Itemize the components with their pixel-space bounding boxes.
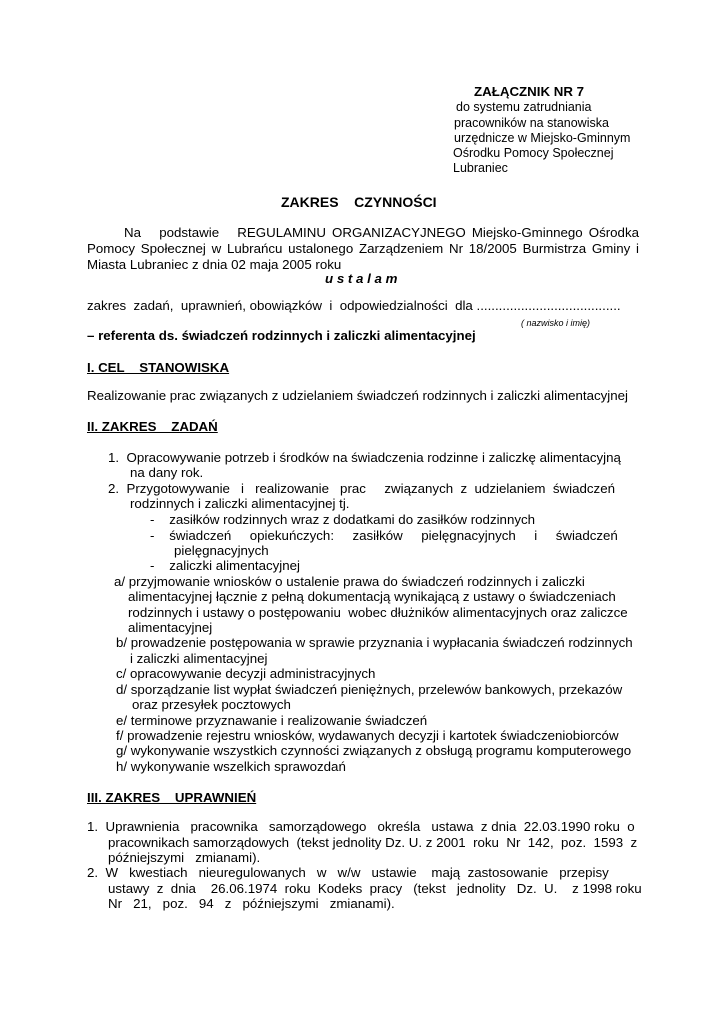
dash-item: - zaliczki alimentacyjnej: [150, 558, 301, 573]
intro-line: Miasta Lubraniec z dnia 02 maja 2005 roku: [87, 257, 342, 272]
scope-line: zakres zadań, uprawnień, obowiązków i odpowiedzialności dla .......................................: [87, 298, 621, 313]
header-line: do systemu zatrudniania: [456, 100, 592, 114]
rights-item: ustawy z dnia 26.06.1974 roku Kodeks pracy (tekst jednolity Dz. U. z 1998 roku: [108, 881, 642, 896]
rights-item: Nr 21, poz. 94 z późniejszymi zmianami).: [108, 896, 395, 911]
dash-item: - zasiłków rodzinnych wraz z dodatkami do zasiłków rodzinnych: [150, 512, 536, 527]
letter-item: c/ opracowywanie decyzji administracyjnych: [116, 666, 376, 681]
task-item: rodzinnych i zaliczki alimentacyjnej tj.: [130, 496, 350, 511]
letter-item: g/ wykonywanie wszystkich czynności związanych z obsługą programu komputerowego: [116, 743, 632, 758]
section-heading: III. ZAKRES UPRAWNIEŃ: [87, 790, 257, 805]
attachment-title: ZAŁĄCZNIK NR 7: [474, 84, 585, 99]
letter-item: e/ terminowe przyznawanie i realizowanie świadczeń: [116, 713, 428, 728]
document-title: ZAKRES CZYNNOŚCI: [281, 194, 437, 210]
letter-item: a/ przyjmowanie wniosków o ustalenie prawa do świadczeń rodzinnych i zaliczki: [114, 574, 585, 589]
letter-item: i zaliczki alimentacyjnej: [130, 651, 268, 666]
letter-item: alimentacyjnej: [128, 620, 213, 635]
name-hint: ( nazwisko i imię): [521, 318, 591, 328]
header-line: pracowników na stanowiska: [454, 116, 609, 130]
letter-item: alimentacyjnej łącznie z pełną dokumentacją wynikającą z ustawy o świadczeniach: [128, 589, 616, 604]
letter-item: rodzinnych i ustawy o postępowaniu wobec dłużników alimentacyjnych oraz zaliczce: [128, 605, 628, 620]
task-item: 1. Opracowywanie potrzeb i środków na świadczenia rodzinne i zaliczkę alimentacyjną: [108, 450, 621, 465]
ustalam-text: u s t a l a m: [325, 271, 398, 286]
letter-item: oraz przesyłek pocztowych: [132, 697, 291, 712]
rights-item: 2. W kwestiach nieuregulowanych w w/w ustawie mają zastosowanie przepisy: [87, 865, 609, 880]
letter-item: b/ prowadzenie postępowania w sprawie przyznania i wypłacania świadczeń rodzinnych: [116, 635, 633, 650]
header-line: Ośrodku Pomocy Społecznej: [453, 146, 614, 160]
section-heading: II. ZAKRES ZADAŃ: [87, 419, 218, 434]
task-item: 2. Przygotowywanie i realizowanie prac związanych z udzielaniem świadczeń: [108, 481, 615, 496]
letter-item: h/ wykonywanie wszelkich sprawozdań: [116, 759, 346, 774]
dash-item: - świadczeń opiekuńczych: zasiłków pielęgnacyjnych i świadczeń: [150, 528, 618, 543]
intro-line: Na podstawie REGULAMINU ORGANIZACYJNEGO Miejsko-Gminnego Ośrodka: [124, 225, 639, 240]
letter-item: f/ prowadzenie rejestru wniosków, wydawanych decyzji i kartotek świadczeniobiorców: [116, 728, 619, 743]
rights-item: pracownikach samorządowych (tekst jednolity Dz. U. z 2001 roku Nr 142, poz. 1593 z: [108, 835, 638, 850]
rights-item: późniejszymi zmianami).: [108, 850, 261, 865]
header-line: Lubraniec: [453, 161, 508, 175]
rights-item: 1. Uprawnienia pracownika samorządowego określa ustawa z dnia 22.03.1990 roku o: [87, 819, 635, 834]
intro-line: Pomocy Społecznej w Lubrańcu ustalonego Zarządzeniem Nr 18/2005 Burmistrza Gminy i: [87, 241, 639, 256]
section-text: Realizowanie prac związanych z udzielaniem świadczeń rodzinnych i zaliczki alimentacyjnej: [87, 388, 628, 403]
dash-item: pielęgnacyjnych: [174, 543, 269, 558]
header-line: urzędnicze w Miejsko-Gminnym: [454, 131, 631, 145]
letter-item: d/ sporządzanie list wypłat świadczeń pieniężnych, przelewów bankowych, przekazów: [116, 682, 623, 697]
section-heading: I. CEL STANOWISKA: [87, 360, 230, 375]
task-item: na dany rok.: [130, 465, 204, 480]
position-title: – referenta ds. świadczeń rodzinnych i zaliczki alimentacyjnej: [87, 328, 476, 343]
